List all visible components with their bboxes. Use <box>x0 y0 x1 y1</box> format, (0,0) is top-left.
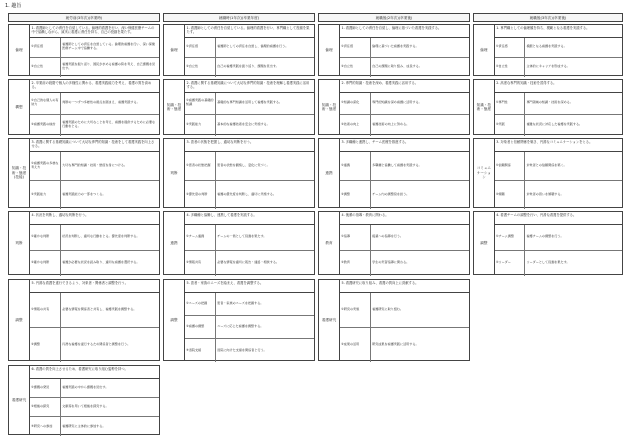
category-label: 知識・技術・態度 <box>164 80 185 134</box>
row-text: 患者・家族のニーズを把握する。 <box>217 301 264 306</box>
column-title: 就職時(1年次)(卒業年度) <box>163 13 315 22</box>
row-text: ニーズに応じた看護を調整する。 <box>217 324 264 329</box>
goal-text: 5. 患者・家族のニーズを踏まえ、看護を調整する。 <box>185 280 314 293</box>
table-row <box>30 251 159 277</box>
table-column <box>8 13 160 436</box>
goal-text: 4. 状況を判断し、適切な判断を行う。 <box>30 212 159 225</box>
row-text: 専門的知識を深め看護に活用する。 <box>372 100 422 105</box>
row-label: ①ニーズの把握 <box>185 293 216 315</box>
row-label: ②成果の活用 <box>340 328 371 363</box>
row-label: ②傾聴 <box>495 181 526 210</box>
competency-block <box>8 79 160 135</box>
row-text: 看護技術の向上に努める。 <box>372 122 410 127</box>
table-row <box>185 181 314 210</box>
row-text: 複雑な状況に対応した看護を実践する。 <box>526 122 583 127</box>
goal-text: 1. 専門職としての倫理観を持ち、模範となる看護を実践する。 <box>495 25 622 38</box>
row-label: ①患者の状態把握 <box>185 152 216 180</box>
category-label: 倫理 <box>9 25 30 75</box>
table-row <box>185 58 314 78</box>
table-row <box>30 417 159 436</box>
category-label: 調整 <box>474 212 495 274</box>
category-label: 倫理 <box>474 25 495 75</box>
table-row <box>30 152 159 181</box>
row-text: 看護研究に主体的に参加する。 <box>62 423 106 428</box>
competency-block <box>318 24 470 76</box>
row-text: 状況を判断し、適切な行動をとる。優先度を判断する。 <box>62 234 140 239</box>
competency-block <box>473 138 623 208</box>
row-text: 研究成果を看護実践に活用する。 <box>372 341 419 346</box>
row-label: ①チーム調整 <box>495 225 526 250</box>
row-text: 看護実践を振り返り、国民が求める看護の質を考え、自己課題を見出す。 <box>62 62 156 71</box>
table-row <box>495 93 622 115</box>
table-row <box>495 115 622 137</box>
row-label: ①自己的な個人の有効力 <box>30 93 61 114</box>
row-text: 看護チームの調整を行う。 <box>526 234 564 239</box>
row-text: 必要な情報を関係者と共有し、看護実践を調整する。 <box>62 306 137 311</box>
table-row <box>340 251 469 277</box>
row-text: 看護師としての責任を自覚し、倫理的看護を行う。 <box>217 44 289 49</box>
table-row <box>185 316 314 339</box>
row-label: ①課題の発見 <box>30 379 61 397</box>
row-text: 患者の状態を観察し、変化に気づく。 <box>217 162 270 167</box>
row-text: 看護実践能力の一部をつくる。 <box>62 191 106 196</box>
table-column <box>473 13 623 436</box>
goal-text: 4. 看護チームの調整を行い、円滑な看護を提供する。 <box>495 212 622 225</box>
row-label: ①責任感 <box>185 38 216 57</box>
table-row <box>495 38 622 58</box>
category-label: 判断 <box>9 212 30 274</box>
row-text: 自己の看護実践を振り返り、課題を見出す。 <box>217 64 279 69</box>
row-label: ①責任感 <box>30 38 61 57</box>
table-row <box>30 58 159 78</box>
column-title: 就労前(3年次)(卒業時) <box>8 13 160 22</box>
row-label: ①看護実践の多様な考え方 <box>30 152 61 180</box>
table-row <box>30 38 159 58</box>
goal-text: 3. 看護に関する基礎知識について大切な専門的知識・技術をして看護実践を向上させる。 <box>30 139 159 152</box>
table-row <box>185 152 314 181</box>
row-text: 看護師としての責任を自覚している。倫理的看護を行い、深い保健医療チーム中で協働する。 <box>62 42 155 51</box>
competency-block <box>318 211 470 275</box>
row-text: 退院に向けた支援を関係者と行う。 <box>217 347 267 352</box>
row-text: 判断の一つずつ多様性の視点を踏まえ、看護実践する。 <box>62 100 140 105</box>
row-label: ①指導 <box>340 225 371 250</box>
row-text: 主体的にキャリアを形成する。 <box>526 64 570 69</box>
table-column <box>318 13 470 436</box>
row-label: ②自立性 <box>340 58 371 78</box>
table-row <box>185 293 314 316</box>
table-row <box>495 251 622 277</box>
goal-text: 1. 看護師としての責任を自覚している。倫理的看護を行い、専門職として役割を果たす。 <box>185 25 314 38</box>
table-row <box>30 225 159 251</box>
category-label: 調整 <box>164 280 185 360</box>
row-label: ②看護実践の検討 <box>30 115 61 137</box>
table-row <box>185 251 314 277</box>
table-row <box>340 152 469 181</box>
competency-block <box>163 79 315 135</box>
row-label: ②教育 <box>340 251 371 277</box>
competency-block <box>8 138 160 208</box>
table-row <box>495 58 622 78</box>
goal-text: 3. 多職種と連携し、チーム医療を推進する。 <box>340 139 469 152</box>
competency-block <box>318 79 470 135</box>
table-row <box>30 398 159 417</box>
row-label: ①連携 <box>340 152 371 180</box>
competency-block <box>163 279 315 361</box>
row-label: ②実践 <box>495 115 526 137</box>
table-row <box>30 293 159 328</box>
table-row <box>340 115 469 137</box>
table-row <box>185 339 314 362</box>
table-row <box>185 38 314 58</box>
goal-text: 5. 円滑な看護を遂行できるよう、対象者・関係者と調整を行う。 <box>30 280 159 293</box>
table-row <box>340 181 469 210</box>
competency-block <box>8 211 160 275</box>
row-label: ③退院支援 <box>185 339 216 362</box>
row-text: 大切な専門的知識・技術・態度を身につける。 <box>62 162 128 167</box>
row-label: ①責任感 <box>340 38 371 57</box>
competency-block <box>8 365 160 435</box>
table-row <box>495 225 622 251</box>
competency-block <box>473 79 623 135</box>
row-text: チーム内の調整役を担う。 <box>372 191 410 196</box>
row-label: ①確かな判断 <box>30 225 61 250</box>
category-label: 構想 <box>9 80 30 134</box>
row-label: ②情報共有 <box>185 251 216 277</box>
row-text: 自己の課題に取り組み、成長する。 <box>372 64 422 69</box>
row-text: 多職種と協働して看護を実践する。 <box>372 162 422 167</box>
table-column <box>163 13 315 436</box>
competency-block <box>163 211 315 275</box>
table-row <box>340 328 469 363</box>
category-label: 知識・技術・態度 <box>319 80 340 134</box>
page-heading: 1. 趣旨 <box>5 3 22 9</box>
category-label: 倫理 <box>164 25 185 75</box>
table-row <box>185 93 314 115</box>
competency-block <box>163 24 315 76</box>
row-text: 倫理に基づいた看護を実践する。 <box>372 44 419 49</box>
goal-text: 2. 高度な専門的知識・技術を習得する。 <box>495 80 622 93</box>
competency-block <box>318 279 470 361</box>
row-text: チームの一員として役割を果たす。 <box>217 234 267 239</box>
row-label: ①信頼関係 <box>495 152 526 180</box>
table-row <box>495 181 622 210</box>
category-label: 看護研究 <box>9 366 30 434</box>
category-label: 教育 <box>319 212 340 274</box>
goal-text: 1. 看護師としての責任を自覚している。倫理的看護を行い、深い保健医療チームの中で協働しながら、誠実に看護に責任を持ち、自己の役割を果たす。 <box>30 25 159 38</box>
row-text: 文献等を用いて根拠を探究する。 <box>62 404 109 409</box>
table-row <box>30 115 159 137</box>
row-label: ②自立性 <box>185 58 216 78</box>
competency-block <box>473 211 623 275</box>
row-label: ②実践能力 <box>30 181 61 210</box>
goal-text: 4. 多職種と協働し、連携して看護を実践する。 <box>185 212 314 225</box>
row-label: ②根拠の探究 <box>30 398 61 416</box>
row-text: 対象者の思いを傾聴する。 <box>526 191 564 196</box>
category-label: 知識・技術・態度 <box>474 80 495 134</box>
row-label: ①チーム連携 <box>185 225 216 250</box>
row-label: ①専門性 <box>495 93 526 114</box>
row-label: ②自立性 <box>495 58 526 78</box>
row-label: ③研究への参加 <box>30 417 61 436</box>
table-row <box>340 293 469 328</box>
category-label: 連携 <box>319 139 340 207</box>
goal-text: 1. 看護師としての責任を自覚し、倫理に基づいた看護を実践する。 <box>340 25 469 38</box>
table-row <box>30 328 159 363</box>
row-text: 基礎的な専門知識を活用して看護を実践する。 <box>217 100 283 105</box>
row-text: 後輩への指導を行う。 <box>372 234 404 239</box>
table-row <box>340 38 469 58</box>
row-text: 必要な情報を適切に報告・連絡・相談する。 <box>217 260 280 265</box>
row-label: ②リーダー <box>495 251 526 277</box>
competency-table <box>8 13 623 436</box>
table-row <box>185 225 314 251</box>
row-text: 専門領域の知識・技術を深める。 <box>526 100 573 105</box>
row-label: ②確かな判断 <box>30 251 61 277</box>
goal-text: 4. 後輩の指導・教育に関わる。 <box>340 212 469 225</box>
goal-text: 5. 看護研究に取り組み、看護の質向上に貢献する。 <box>340 280 469 293</box>
table-row <box>340 93 469 115</box>
row-text: 看護が必要な状況を読み取り、適切な看護を選択する。 <box>62 260 140 265</box>
competency-block <box>163 138 315 208</box>
competency-block <box>8 24 160 76</box>
row-label: ②技術の向上 <box>340 115 371 137</box>
row-label: ①情報の共有 <box>30 293 61 327</box>
row-text: 円滑な看護を遂行するため関係者と調整を行う。 <box>62 341 131 346</box>
competency-block <box>8 279 160 361</box>
column-title: 就職後(2年次)(卒業後) <box>318 13 470 22</box>
goal-text: 3. 患者の状態を把握し、適切な判断を行う。 <box>185 139 314 152</box>
goal-text: 6. 看護の質を向上させるため、看護研究に取り組む姿勢を持つ。 <box>30 366 159 379</box>
row-text: 基本的な看護技術を安全に実施する。 <box>217 122 270 127</box>
row-label: ②優先度の判断 <box>185 181 216 210</box>
goal-text: 2. 看護に関する基礎知識について大切な専門的知識・技術を理解し看護実践に活用する。 <box>185 80 314 93</box>
category-label: 倫理 <box>319 25 340 75</box>
table-row <box>185 115 314 137</box>
row-text: 看護実践のために大切なことを考え、看護を提供するために必要な行動をとる。 <box>62 120 156 129</box>
table-row <box>30 379 159 398</box>
row-text: 看護実践の中から課題を見出す。 <box>62 385 109 390</box>
category-label: 看護研究 <box>319 280 340 360</box>
goal-text: 2. 専門的知識・技術を深め、看護実践に活用する。 <box>340 80 469 93</box>
row-label: ②調整 <box>340 181 371 210</box>
row-text: 模範となる看護を実践する。 <box>526 44 567 49</box>
table-row <box>495 152 622 181</box>
row-label: ②実践能力 <box>185 115 216 137</box>
row-label: ②調整 <box>30 328 61 363</box>
competency-block <box>318 138 470 208</box>
row-text: 対象者との信頼関係を築く。 <box>526 162 567 167</box>
row-label: ②自立性 <box>30 58 61 78</box>
category-label: 判断 <box>164 139 185 207</box>
row-text: 学生の実習指導に関わる。 <box>372 260 410 265</box>
competency-block <box>473 24 623 76</box>
table-row <box>340 225 469 251</box>
row-text: 看護研究に取り組む。 <box>372 306 404 311</box>
row-text: リーダーとして役割を果たす。 <box>526 260 570 265</box>
table-row <box>30 181 159 210</box>
row-label: ①知識の深化 <box>340 93 371 114</box>
category-label: 知識・技術・態度(技能) <box>9 139 30 207</box>
category-label: コミュニケーション <box>474 139 495 207</box>
category-label: 調整 <box>9 280 30 360</box>
row-label: ②看護の調整 <box>185 316 216 338</box>
category-label: 連携 <box>164 212 185 274</box>
column-title: 就職後(3年次)(卒業後) <box>473 13 623 22</box>
goal-text: 3. 対象者と信頼関係を築き、円滑なコミュニケーションをとる。 <box>495 139 622 152</box>
row-text: 看護の優先度を判断し、適切に実施する。 <box>217 191 276 196</box>
goal-text: 2. 卒業前の段階で個人の多様性に関わる、看護実践能力を考え、看護の質を高める。 <box>30 80 159 93</box>
row-label: ①看護実践の基礎的知識 <box>185 93 216 114</box>
row-label: ①責任感 <box>495 38 526 57</box>
table-row <box>340 58 469 78</box>
row-label: ①研究の実施 <box>340 293 371 327</box>
table-row <box>30 93 159 115</box>
